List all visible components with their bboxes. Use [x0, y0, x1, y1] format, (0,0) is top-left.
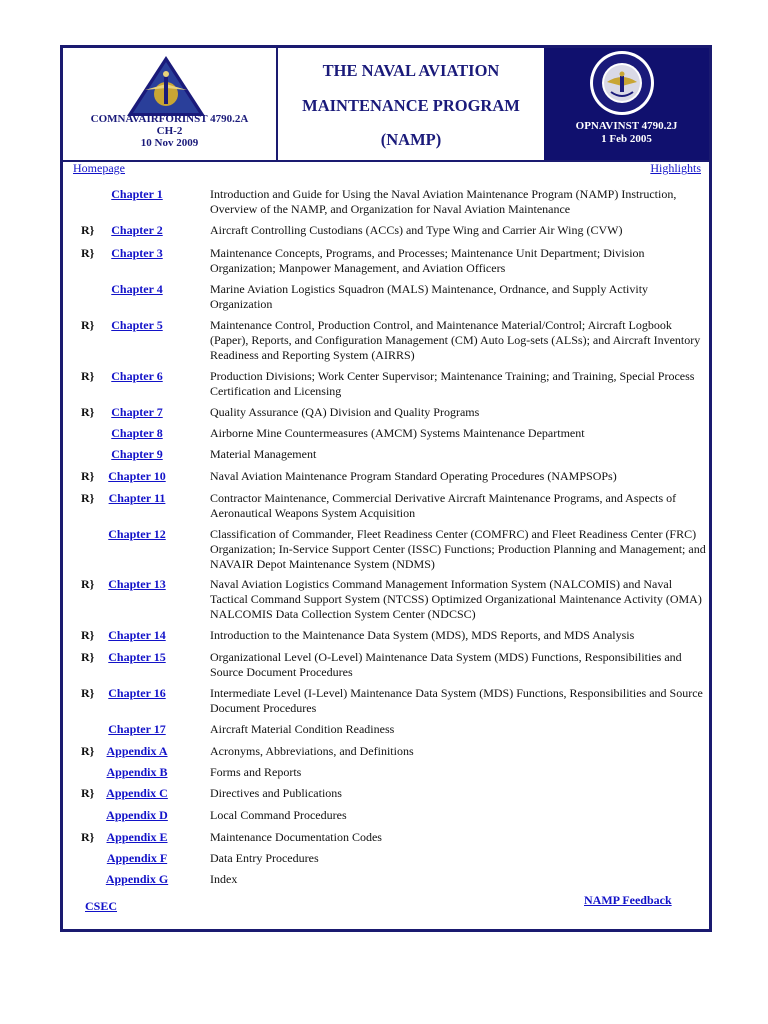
chapter-17-description: Aircraft Material Condition Readiness	[210, 722, 395, 736]
header	[63, 48, 709, 162]
document-frame	[60, 45, 712, 932]
appendix-c-description: Directives and Publications	[210, 786, 342, 800]
chapter-12-description: Classification of Commander, Fleet Readiness Center (COMFRC) and Fleet Readiness Center (FRC) Organization; In-Service Support Center (ISSC) Functions; Production Planning and Management; and NAVAIR Depot Maintenance System (NDMS)	[210, 527, 706, 571]
revision-marker: R}	[81, 405, 95, 419]
chapter-8-description: Airborne Mine Countermeasures (AMCM) Systems Maintenance Department	[210, 426, 585, 440]
right-instruction-date: 1 Feb 2005	[601, 133, 652, 145]
chapter-16-description: Intermediate Level (I-Level) Maintenance Data System (MDS) Functions, Responsibilities and Source Document Procedures	[210, 686, 703, 715]
chapter-11-description: Contractor Maintenance, Commercial Derivative Aircraft Maintenance Programs, and Aspects of Aeronautical Weapons System Acquisition	[210, 491, 677, 520]
appendix-a-link[interactable]: Appendix A	[106, 744, 168, 758]
chapter-7-link[interactable]: Chapter 7	[111, 405, 163, 419]
chapter-6-description: Production Divisions; Work Center Supervisor; Maintenance Training; and Training, Special Process Certification and Licensing	[210, 369, 695, 398]
appendix-d-link[interactable]: Appendix D	[106, 808, 168, 822]
revision-marker: R}	[81, 369, 95, 383]
revision-marker: R}	[81, 786, 95, 800]
chapter-14-description: Introduction to the Maintenance Data System (MDS), MDS Reports, and MDS Analysis	[210, 628, 635, 642]
chapter-12-link[interactable]: Chapter 12	[108, 527, 166, 541]
chapter-8-link[interactable]: Chapter 8	[111, 426, 163, 440]
chapter-1-description: Introduction and Guide for Using the Naval Aviation Maintenance Program (NAMP) Instruction, Overview of the NAMP, and Organization for Naval Aviation Maintenance	[210, 187, 677, 216]
appendix-d-description: Local Command Procedures	[210, 808, 347, 822]
appendix-e-link[interactable]: Appendix E	[106, 830, 168, 844]
chapter-15-link[interactable]: Chapter 15	[108, 650, 166, 664]
chapter-15-description: Organizational Level (O-Level) Maintenance Data System (MDS) Functions, Responsibilities and Source Document Procedures	[210, 650, 682, 679]
title-line-3: (NAMP)	[380, 130, 442, 149]
revision-marker: R}	[81, 469, 95, 483]
appendix-e-description: Maintenance Documentation Codes	[210, 830, 382, 844]
left-instruction-date: 10 Nov 2009	[140, 137, 199, 149]
title-line-1: THE NAVAL AVIATION	[322, 61, 500, 80]
chapter-17-link[interactable]: Chapter 17	[108, 722, 166, 736]
revision-marker: R}	[81, 686, 95, 700]
chapter-9-description: Material Management	[210, 447, 317, 461]
appendix-f-description: Data Entry Procedures	[210, 851, 319, 865]
header-left-panel	[63, 48, 278, 160]
navy-seal-logo	[589, 50, 655, 116]
chapter-5-link[interactable]: Chapter 5	[111, 318, 163, 332]
chapter-1-link[interactable]: Chapter 1	[111, 187, 163, 201]
chapter-5-description: Maintenance Control, Production Control, and Maintenance Material/Control; Aircraft Logbook (Paper), Reports, and Configuration Management (CM) Auto Log-sets (ALSs); and Aircraft Inventory Readiness and Reporting System (AIRRS)	[210, 318, 701, 362]
chapter-11-link[interactable]: Chapter 11	[108, 491, 166, 505]
left-change-number: CH-2	[156, 125, 183, 137]
revision-marker: R}	[81, 650, 95, 664]
right-instruction-block	[544, 120, 709, 146]
title-line-2: MAINTENANCE PROGRAM	[302, 96, 520, 115]
chapter-14-link[interactable]: Chapter 14	[108, 628, 166, 642]
chapter-4-link[interactable]: Chapter 4	[111, 282, 163, 296]
homepage-link[interactable]: Homepage	[73, 161, 125, 175]
chapter-13-link[interactable]: Chapter 13	[108, 577, 166, 591]
namp-feedback-link[interactable]: NAMP Feedback	[584, 893, 672, 907]
appendix-f-link[interactable]: Appendix F	[106, 851, 168, 865]
right-instruction-number: OPNAVINST 4790.2J	[575, 120, 678, 132]
appendix-g-link[interactable]: Appendix G	[105, 872, 169, 886]
left-instruction-block	[63, 113, 276, 149]
header-right-panel	[544, 48, 709, 160]
chapter-13-description: Naval Aviation Logistics Command Management Information System (NALCOMIS) and Naval Tactical Command Support System (NTCSS) Optimized Organizational Maintenance Activity (OMA) NALCOMIS Data Collection System Center (NDCSC)	[210, 577, 702, 621]
revision-marker: R}	[81, 830, 95, 844]
header-title-panel	[278, 48, 544, 160]
chapter-3-link[interactable]: Chapter 3	[111, 246, 163, 260]
appendix-c-link[interactable]: Appendix C	[106, 786, 168, 800]
chapter-2-link[interactable]: Chapter 2	[111, 223, 163, 237]
appendix-b-description: Forms and Reports	[210, 765, 302, 779]
appendix-g-description: Index	[210, 872, 238, 886]
revision-marker: R}	[81, 318, 95, 332]
chapter-10-link[interactable]: Chapter 10	[108, 469, 166, 483]
revision-marker: R}	[81, 628, 95, 642]
revision-marker: R}	[81, 223, 95, 237]
appendix-a-description: Acronyms, Abbreviations, and Definitions	[210, 744, 414, 758]
chapter-10-description: Naval Aviation Maintenance Program Standard Operating Procedures (NAMPSOPs)	[210, 469, 617, 483]
revision-marker: R}	[81, 246, 95, 260]
left-instruction-number: COMNAVAIRFORINST 4790.2A	[90, 113, 249, 125]
chapter-9-link[interactable]: Chapter 9	[111, 447, 163, 461]
chapter-6-link[interactable]: Chapter 6	[111, 369, 163, 383]
appendix-b-link[interactable]: Appendix B	[106, 765, 168, 779]
naval-aviation-triangle-logo	[125, 54, 207, 118]
revision-marker: R}	[81, 577, 95, 591]
chapter-7-description: Quality Assurance (QA) Division and Quality Programs	[210, 405, 480, 419]
chapter-16-link[interactable]: Chapter 16	[108, 686, 166, 700]
revision-marker: R}	[81, 744, 95, 758]
csec-link[interactable]: CSEC	[85, 899, 118, 913]
revision-marker: R}	[81, 491, 95, 505]
highlights-link[interactable]: Highlights	[650, 161, 701, 175]
chapter-4-description: Marine Aviation Logistics Squadron (MALS) Maintenance, Ordnance, and Supply Activity Organization	[210, 282, 649, 311]
chapter-3-description: Maintenance Concepts, Programs, and Processes; Maintenance Unit Department; Division Organization; Manpower Management, and Aviation Officers	[210, 246, 645, 275]
chapter-2-description: Aircraft Controlling Custodians (ACCs) and Type Wing and Carrier Air Wing (CVW)	[210, 223, 623, 237]
